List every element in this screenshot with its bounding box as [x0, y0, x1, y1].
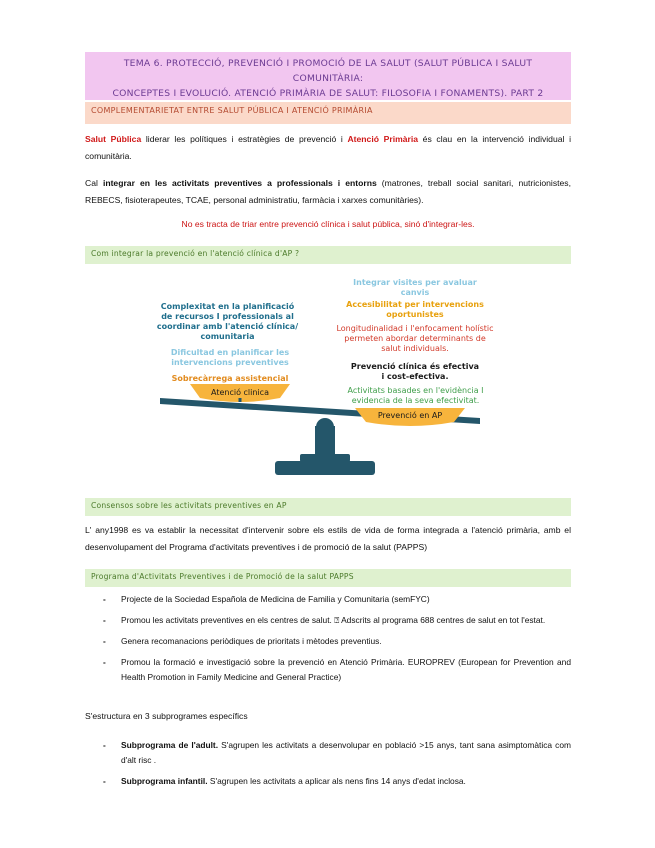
- right-prevencio-efectiva: Prevenció clínica és efectiva i cost-efectiva.: [350, 362, 480, 381]
- papps-bullet-list: [85, 592, 571, 691]
- list-item-text: Promou les activitats preventives en els centres de salut. ⍰ Adscrits al programa 688 centres de salut en tot l'estat.: [121, 615, 546, 625]
- paragraph-text: (matrones, treball social sanitari, nutricionistes, REBECS, fisioterapeutes, TCAE, personal administratiu, farmàcia i xarxes comunitàries).: [85, 178, 571, 205]
- list-item-text: Promou la formació e investigació sobre la prevenció en Atenció Primària. EUROPREV (European for Prevention and Health Promotion in Family Medicine and General Practice): [121, 657, 571, 682]
- scale-base: [275, 461, 375, 475]
- right-longitudinalidad: Longitudinalidad i l'enfocament holístic permeten abordar determinants de salut individuals.: [336, 324, 494, 353]
- right-accesibilitat: Accesibilitat per intervencions oportunistes: [346, 300, 484, 319]
- subprogram-bullet-list: [85, 738, 571, 795]
- list-item-text: Genera recomanacions periòdiques de prioritats i mètodes preventius.: [121, 636, 382, 646]
- pivot-column: [315, 426, 335, 456]
- paragraph-salut-publica: [85, 131, 571, 165]
- list-item-text: S'agrupen les activitats a aplicar als nens fins 14 anys d'edat inclosa.: [207, 776, 466, 786]
- left-plate-label: Atenció clinica: [211, 388, 269, 397]
- bullet-dash: -: [103, 776, 106, 786]
- subprogram-name: Subprograma de l'adult.: [121, 740, 219, 750]
- paragraph-papps-origin: L' any1998 es va establir la necessitat d'intervenir sobre els estils de vida de forma integrada a l'atenció primària, amb el desenvolupament del Programa d'activitats preventives i de promoció de la salut (PAPPS): [85, 525, 571, 552]
- right-plate-label: Prevenció en AP: [377, 411, 443, 420]
- list-item: [85, 592, 571, 607]
- list-item: [85, 655, 571, 685]
- list-item: [85, 738, 571, 768]
- list-item: [85, 634, 571, 649]
- balance-scale-illustration: [150, 268, 500, 490]
- title-line-2: CONCEPTES I EVOLUCIÓ. ATENCIÓ PRIMÀRIA DE SALUT: FILOSOFIA I FONAMENTS). PART 2: [112, 88, 544, 99]
- list-item-text: Projecte de la Sociedad Española de Medicina de Familia y Comunitaria (semFYC): [121, 594, 430, 604]
- section-heading-com-integrar: Com integrar la prevenció en l'atenció clínica d'AP ?: [85, 246, 571, 264]
- bullet-dash: -: [103, 657, 106, 667]
- paragraph-text: Cal: [85, 178, 103, 188]
- paragraph-integrar: [85, 175, 571, 209]
- title-line-1: TEMA 6. PROTECCIÓ, PREVENCIÓ I PROMOCIÓ DE LA SALUT (SALUT PÚBLICA I SALUT COMUNITÀRIA:: [123, 58, 533, 84]
- list-item: [85, 613, 571, 628]
- bold-integrar: integrar en les activitats preventives a professionals i entorns: [102, 178, 377, 188]
- note-integrar: No es tracta de triar entre prevenció clínica i salut pública, sinó d'integrar-les.: [181, 219, 475, 229]
- paragraph-text: liderar les polítiques i estratègies de prevenció i: [141, 134, 348, 144]
- bullet-dash: -: [103, 636, 106, 646]
- term-salut-publica: Salut Pública: [85, 134, 142, 144]
- right-integrar-visites: Integrar visites per avaluar canvis: [353, 278, 477, 297]
- left-sobrecarrega: Sobrecàrrega assistencial: [171, 374, 289, 383]
- paragraph-text: és clau en la intervenció individual i comunitària.: [85, 134, 571, 161]
- list-item-text: S'agrupen les activitats a desenvolupar en població >15 anys, tant sana asimptomàtica com d'alt risc .: [121, 740, 571, 765]
- subprogram-name: Subprograma infantil.: [121, 776, 208, 786]
- list-item: [85, 774, 571, 789]
- term-atencio-primaria: Atenció Primària: [347, 134, 419, 144]
- left-complexitat: Complexitat en la planificació de recursos I professionals al coordinar amb l'atenció clínica/ comunitaria: [156, 302, 299, 341]
- bullet-dash: -: [103, 740, 106, 750]
- section-heading-consensos: Consensos sobre les activitats preventives en AP: [85, 498, 571, 516]
- bullet-dash: -: [103, 615, 106, 625]
- bullet-dash: -: [103, 594, 106, 604]
- document-title: [85, 52, 571, 100]
- right-activitats-evidencia: Activitats basades en l'evidència I evidencia de la seva efectivitat.: [347, 386, 484, 405]
- section-heading-papps: Programa d'Activitats Preventives i de Promoció de la salut PAPPS: [85, 569, 571, 587]
- paragraph-subprogrames-intro: S'estructura en 3 subprogrames específics: [85, 711, 248, 721]
- scale-base-top: [300, 454, 350, 462]
- section-heading-complementarietat: COMPLEMENTARIETAT ENTRE SALUT PÚBLICA I ATENCIÓ PRIMÀRIA: [85, 102, 571, 124]
- left-dificultad: Dificultad en planificar les intervencions preventives: [170, 348, 290, 367]
